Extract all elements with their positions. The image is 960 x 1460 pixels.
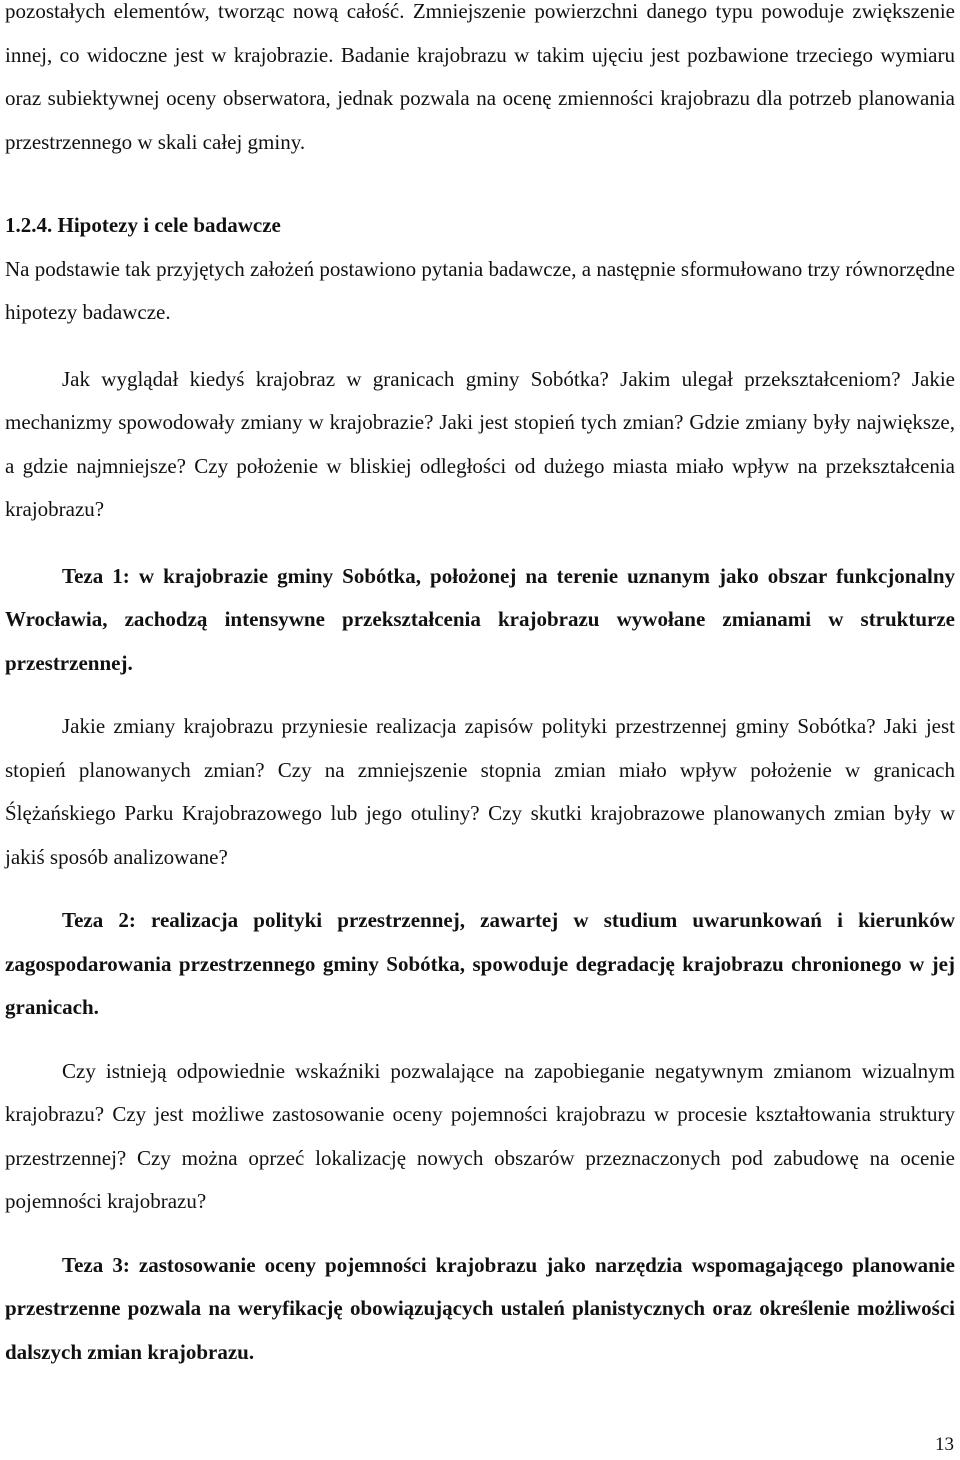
section-intro-paragraph: Na podstawie tak przyjętych założeń postawiono pytania badawcze, a następnie sformułowano trzy równorzędne hipotezy badawcze. [5,256,955,324]
spacer [5,879,955,899]
research-questions-3: Czy istnieją odpowiednie wskaźniki pozwalające na zapobieganie negatywnym zmianom wizualnym krajobrazu? Czy jest możliwe zastosowanie oceny pojemności krajobrazu w procesie kształtowania struktury przestrzennej? Czy można oprzeć lokalizację nowych obszarów przeznaczonych pod zabudowę na ocenie pojemności krajobrazu? [5,1058,955,1213]
spacer [5,532,955,555]
section-heading: 1.2.4. Hipotezy i cele badawcze [5,213,281,237]
spacer [5,335,955,358]
thesis-1: Teza 1: w krajobrazie gminy Sobótka, położonej na terenie uznanym jako obszar funkcjonalny Wrocławia, zachodzą intensywne przekształcenia krajobrazu wywołane zmianami w strukturze przestrzennej. [5,563,955,675]
document-page [5,0,955,1374]
thesis-3: Teza 3: zastosowanie oceny pojemności krajobrazu jako narzędzia wspomagającego planowanie przestrzenne pozwala na weryfikację obowiązujących ustaleń planistycznych oraz określenie możliwości dalszych zmian krajobrazu. [5,1252,955,1364]
page-number: 13 [935,1434,954,1455]
spacer [5,164,955,204]
intro-paragraph: pozostałych elementów, tworząc nową całość. Zmniejszenie powierzchni danego typu powoduje zwiększenie innej, co widoczne jest w krajobrazie. Badanie krajobrazu w takim ujęciu jest pozbawione trzeciego wymiaru oraz subiektywnej oceny obserwatora, jednak pozwala na ocenę zmienności krajobrazu dla potrzeb planowania przestrzennego w skali całej gminy. [5,0,955,154]
spacer [5,1224,955,1244]
research-questions-2: Jakie zmiany krajobrazu przyniesie realizacja zapisów polityki przestrzennej gminy Sobótka? Jaki jest stopień planowanych zmian? Czy na zmniejszenie stopnia zmian miało wpływ położenie w granicach Ślężańskiego Parku Krajobrazowego lub jego otuliny? Czy skutki krajobrazowe planowanych zmian były w jakiś sposób analizowane? [5,714,955,869]
research-questions-1: Jak wyglądał kiedyś krajobraz w granicach gminy Sobótka? Jakim ulegał przekształceniom? Jakie mechanizmy spowodowały zmiany w krajobrazie? Jaki jest stopień tych zmian? Gdzie zmiany były największe, a gdzie najmniejsze? Czy położenie w bliskiej odległości od dużego miasta miało wpływ na przekształcenia krajobrazu? [5,366,955,521]
spacer [5,685,955,705]
thesis-2: Teza 2: realizacja polityki przestrzennej, zawartej w studium uwarunkowań i kierunków zagospodarowania przestrzennego gminy Sobótka, spowoduje degradację krajobrazu chronionego w jej granicach. [5,908,955,1019]
spacer [5,1030,955,1050]
